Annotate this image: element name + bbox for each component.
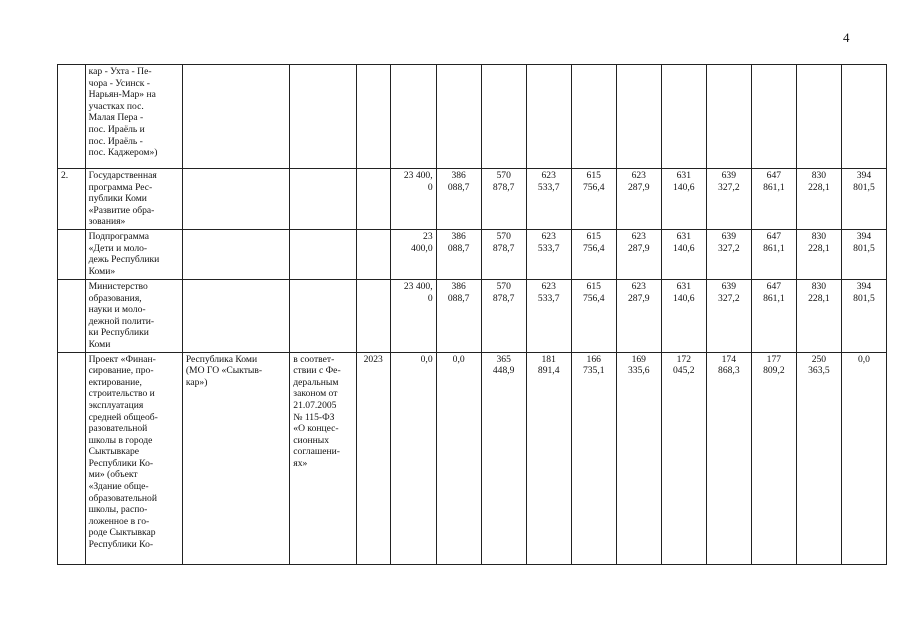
amount-cell bbox=[841, 169, 886, 230]
amount-cell bbox=[751, 229, 796, 279]
amount-cell-text: 639 327,2 bbox=[718, 230, 740, 254]
amount-cell-text: 570 878,7 bbox=[492, 280, 515, 304]
program-financing-table bbox=[57, 64, 887, 565]
legal-basis-cell bbox=[290, 65, 357, 169]
amount-cell bbox=[661, 352, 706, 564]
amount-cell-text: 615 756,4 bbox=[582, 280, 605, 304]
amount-cell bbox=[661, 169, 706, 230]
amount-cell bbox=[390, 352, 436, 564]
amount-cell-text: 639 327,2 bbox=[718, 170, 740, 193]
row-index-cell bbox=[58, 229, 86, 279]
amount-cell-text: 386 088,7 bbox=[447, 230, 470, 254]
year-cell bbox=[356, 229, 390, 279]
amount-cell bbox=[526, 169, 571, 230]
amount-cell-text: 623 287,9 bbox=[627, 230, 650, 254]
amount-cell-text: 830 228,1 bbox=[808, 230, 830, 254]
amount-cell-text: 0,0 bbox=[857, 353, 870, 365]
program-name-cell bbox=[85, 279, 182, 352]
amount-cell bbox=[526, 229, 571, 279]
amount-cell bbox=[390, 65, 436, 169]
amount-cell-text: 830 228,1 bbox=[808, 170, 830, 193]
amount-cell-text: 386 088,7 bbox=[447, 170, 470, 193]
amount-cell-text: 570 878,7 bbox=[492, 230, 515, 254]
amount-cell-text: 570 878,7 bbox=[492, 170, 515, 193]
amount-cell bbox=[796, 229, 841, 279]
amount-cell bbox=[616, 65, 661, 169]
amount-cell bbox=[841, 229, 886, 279]
amount-cell-text: 0,0 bbox=[420, 353, 433, 365]
legal-basis-cell bbox=[290, 229, 357, 279]
amount-cell-text: 394 801,5 bbox=[853, 230, 875, 254]
program-name-cell bbox=[85, 352, 182, 564]
amount-cell-text: 394 801,5 bbox=[853, 280, 875, 304]
table-row bbox=[58, 352, 887, 564]
program-name-cell-text: Проект «Финан- сирование, про- ектирование, строительство и эксплуатация средней общеоб- разовательной школы в городе Сыктывкаре Республики Ко- ми» (объект «Здание обще- образовательной школы, распо- ложенное в го- роде Сыктывкар Республики Ко- bbox=[88, 353, 158, 551]
amount-cell bbox=[436, 65, 481, 169]
program-name-cell bbox=[85, 169, 182, 230]
amount-cell bbox=[481, 169, 526, 230]
amount-cell-text: 172 045,2 bbox=[673, 353, 695, 377]
legal-basis-cell bbox=[290, 169, 357, 230]
amount-cell-text: 631 140,6 bbox=[673, 170, 695, 193]
amount-cell-text: 623 533,7 bbox=[537, 280, 560, 304]
amount-cell-text: 174 868,3 bbox=[718, 353, 740, 377]
amount-cell bbox=[390, 279, 436, 352]
table-row bbox=[58, 229, 887, 279]
legal-basis-cell bbox=[290, 352, 357, 564]
year-cell bbox=[356, 352, 390, 564]
row-index-cell bbox=[58, 65, 86, 169]
amount-cell bbox=[616, 169, 661, 230]
amount-cell bbox=[706, 279, 751, 352]
amount-cell bbox=[571, 352, 616, 564]
amount-cell-text: 365 448,9 bbox=[492, 353, 515, 377]
amount-cell bbox=[751, 65, 796, 169]
amount-cell-text: 623 287,9 bbox=[627, 280, 650, 304]
amount-cell bbox=[706, 169, 751, 230]
amount-cell-text: 23 400, 0 bbox=[403, 170, 433, 193]
amount-cell bbox=[571, 65, 616, 169]
amount-cell bbox=[436, 352, 481, 564]
year-cell bbox=[356, 65, 390, 169]
amount-cell-text: 181 891,4 bbox=[537, 353, 560, 377]
amount-cell-text: 386 088,7 bbox=[447, 280, 470, 304]
amount-cell bbox=[706, 229, 751, 279]
amount-cell bbox=[841, 279, 886, 352]
amount-cell-text: 623 533,7 bbox=[537, 230, 560, 254]
amount-cell-text: 250 363,5 bbox=[808, 353, 830, 377]
amount-cell bbox=[616, 229, 661, 279]
amount-cell bbox=[526, 65, 571, 169]
amount-cell bbox=[616, 352, 661, 564]
amount-cell-text: 647 861,1 bbox=[763, 170, 785, 193]
amount-cell bbox=[571, 279, 616, 352]
amount-cell-text: 23 400,0 bbox=[411, 230, 433, 254]
row-index-cell bbox=[58, 169, 86, 230]
amount-cell-text: 169 335,6 bbox=[627, 353, 650, 377]
year-cell-text: 2023 bbox=[363, 353, 383, 365]
amount-cell bbox=[751, 352, 796, 564]
program-name-cell bbox=[85, 229, 182, 279]
amount-cell-text: 647 861,1 bbox=[763, 230, 785, 254]
table-row bbox=[58, 169, 887, 230]
amount-cell bbox=[481, 229, 526, 279]
amount-cell bbox=[661, 279, 706, 352]
amount-cell bbox=[481, 65, 526, 169]
amount-cell-text: 615 756,4 bbox=[582, 230, 605, 254]
amount-cell-text: 631 140,6 bbox=[673, 280, 695, 304]
executor-cell-text: Республика Коми (МО ГО «Сыктыв- кар») bbox=[185, 353, 263, 388]
program-name-cell-text: Подпрограмма «Дети и моло- дежь Республики Коми» bbox=[88, 230, 160, 277]
amount-cell bbox=[796, 279, 841, 352]
amount-cell-text: 177 809,2 bbox=[763, 353, 785, 377]
amount-cell bbox=[841, 352, 886, 564]
year-cell bbox=[356, 279, 390, 352]
amount-cell bbox=[661, 229, 706, 279]
program-name-cell-text: Министерство образования, науки и моло- дежной полити- ки Республики Коми bbox=[88, 280, 155, 350]
executor-cell bbox=[182, 352, 289, 564]
amount-cell-text: 623 533,7 bbox=[537, 170, 560, 193]
amount-cell bbox=[436, 169, 481, 230]
amount-cell bbox=[661, 65, 706, 169]
amount-cell bbox=[706, 65, 751, 169]
amount-cell bbox=[390, 169, 436, 230]
amount-cell bbox=[796, 65, 841, 169]
amount-cell bbox=[706, 352, 751, 564]
row-index-cell bbox=[58, 279, 86, 352]
executor-cell bbox=[182, 279, 289, 352]
amount-cell bbox=[390, 229, 436, 279]
program-name-cell-text: Государственная программа Рес- публики Коми «Развитие обра- зования» bbox=[88, 170, 157, 228]
legal-basis-cell-text: в соответ- ствии с Фе- деральным законом от 21.07.2005 № 115-ФЗ «О концес- сионных соглашени- ях» bbox=[293, 353, 341, 469]
program-name-cell-text: кар - Ухта - Пе- чора - Усинск - Нарьян-Мар» на участках пос. Малая Пера - пос. Ираёль и пос. Ираёль - пос. Каджером») bbox=[88, 66, 158, 159]
page-number: 4 bbox=[843, 30, 850, 45]
amount-cell bbox=[796, 169, 841, 230]
amount-cell-text: 631 140,6 bbox=[673, 230, 695, 254]
amount-cell-text: 639 327,2 bbox=[718, 280, 740, 304]
amount-cell bbox=[436, 229, 481, 279]
amount-cell-text: 615 756,4 bbox=[582, 170, 605, 193]
amount-cell bbox=[481, 279, 526, 352]
amount-cell-text: 623 287,9 bbox=[627, 170, 650, 193]
executor-cell bbox=[182, 169, 289, 230]
executor-cell bbox=[182, 229, 289, 279]
table-row bbox=[58, 65, 887, 169]
executor-cell bbox=[182, 65, 289, 169]
row-index-cell bbox=[58, 352, 86, 564]
program-name-cell bbox=[85, 65, 182, 169]
row-index-cell-text: 2. bbox=[61, 170, 69, 181]
amount-cell bbox=[571, 229, 616, 279]
amount-cell bbox=[526, 352, 571, 564]
amount-cell-text: 647 861,1 bbox=[763, 280, 785, 304]
amount-cell bbox=[526, 279, 571, 352]
amount-cell bbox=[481, 352, 526, 564]
amount-cell-text: 830 228,1 bbox=[808, 280, 830, 304]
amount-cell-text: 394 801,5 bbox=[853, 170, 875, 193]
amount-cell bbox=[571, 169, 616, 230]
amount-cell bbox=[436, 279, 481, 352]
amount-cell-text: 23 400, 0 bbox=[403, 280, 433, 304]
amount-cell bbox=[751, 279, 796, 352]
amount-cell bbox=[751, 169, 796, 230]
amount-cell bbox=[841, 65, 886, 169]
amount-cell bbox=[796, 352, 841, 564]
table-row bbox=[58, 279, 887, 352]
amount-cell-text: 166 735,1 bbox=[582, 353, 605, 377]
year-cell bbox=[356, 169, 390, 230]
amount-cell bbox=[616, 279, 661, 352]
legal-basis-cell bbox=[290, 279, 357, 352]
amount-cell-text: 0,0 bbox=[452, 353, 465, 365]
